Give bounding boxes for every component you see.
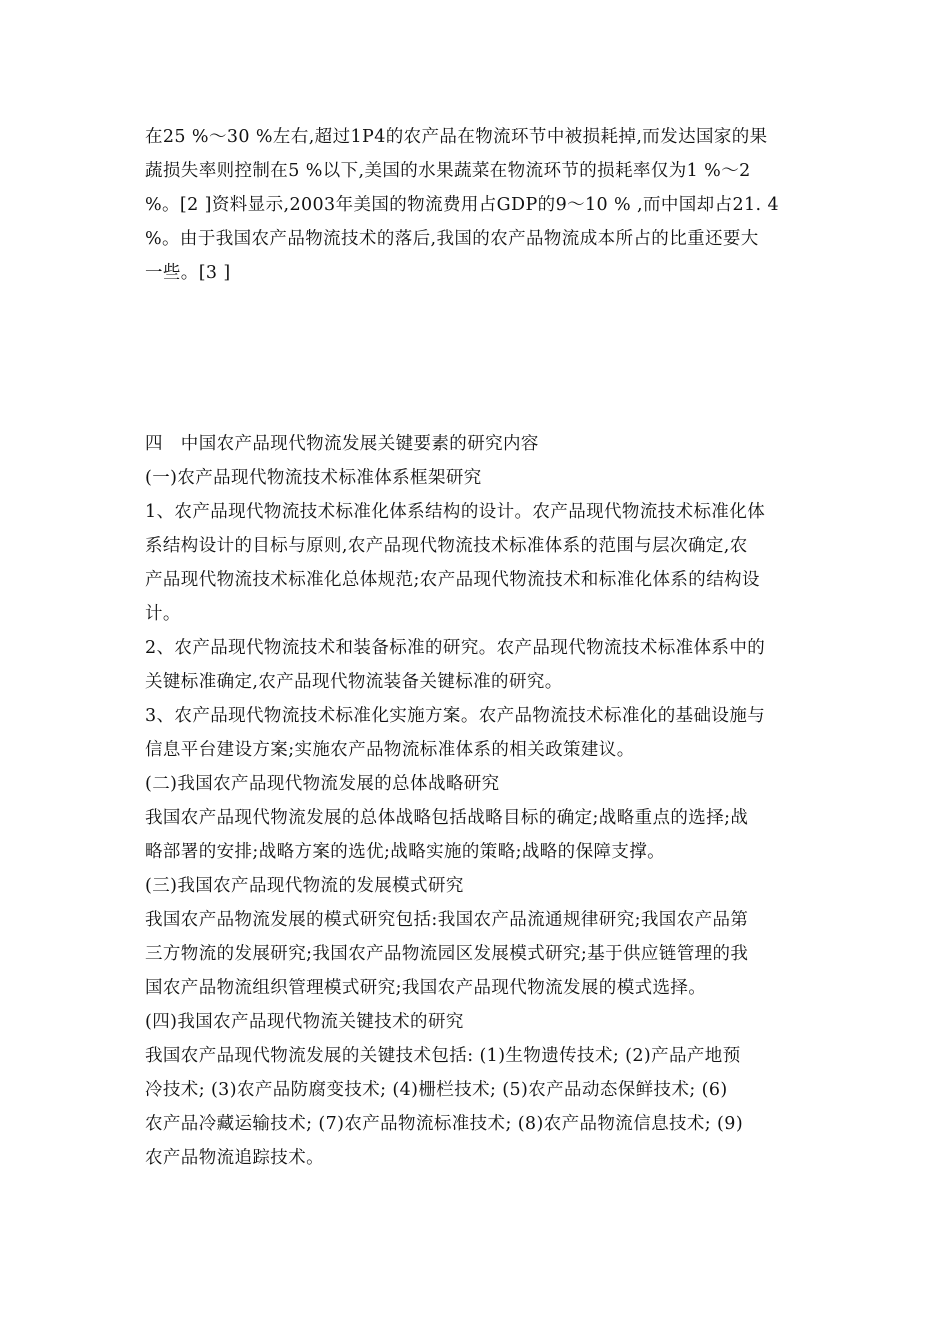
intro-line: %。由于我国农产品物流技术的落后,我国的农产品物流成本所占的比重还要大 bbox=[145, 229, 759, 249]
body-line: (三)我国农产品现代物流的发展模式研究 bbox=[145, 876, 464, 896]
intro-paragraph bbox=[145, 120, 815, 290]
body-line: 我国农产品物流发展的模式研究包括:我国农产品流通规律研究;我国农产品第 bbox=[145, 910, 749, 930]
body-line: (四)我国农产品现代物流关键技术的研究 bbox=[145, 1012, 464, 1032]
body-line: 2、农产品现代物流技术和装备标准的研究。农产品现代物流技术标准体系中的 bbox=[145, 638, 766, 658]
body-line: 产品现代物流技术标准化总体规范;农产品现代物流技术和标准化体系的结构设 bbox=[145, 570, 760, 590]
intro-line: %。[2 ]资料显示,2003年美国的物流费用占GDP的9～10 % ,而中国却占21. 4 bbox=[145, 195, 780, 215]
section-four bbox=[145, 427, 815, 1175]
body-line: 农产品冷藏运输技术; (7)农产品物流标准技术; (8)农产品物流信息技术; (9) bbox=[145, 1114, 744, 1134]
body-line: (一)农产品现代物流技术标准体系框架研究 bbox=[145, 468, 482, 488]
section-heading: 四 中国农产品现代物流发展关键要素的研究内容 bbox=[145, 434, 539, 454]
body-line: (二)我国农产品现代物流发展的总体战略研究 bbox=[145, 774, 500, 794]
body-line: 系结构设计的目标与原则,农产品现代物流技术标准体系的范围与层次确定,农 bbox=[145, 536, 748, 556]
body-line: 三方物流的发展研究;我国农产品物流园区发展模式研究;基于供应链管理的我 bbox=[145, 944, 749, 964]
body-line: 关键标准确定,农产品现代物流装备关键标准的研究。 bbox=[145, 672, 563, 692]
intro-line: 蔬损失率则控制在5 %以下,美国的水果蔬菜在物流环节的损耗率仅为1 %～2 bbox=[145, 161, 751, 181]
intro-line: 一些。[3 ] bbox=[145, 263, 231, 283]
intro-line: 在25 %～30 %左右,超过1P4的农产品在物流环节中被损耗掉,而发达国家的果 bbox=[145, 127, 768, 147]
body-line: 我国农产品现代物流发展的总体战略包括战略目标的确定;战略重点的选择;战 bbox=[145, 808, 749, 828]
body-line: 国农产品物流组织管理模式研究;我国农产品现代物流发展的模式选择。 bbox=[145, 978, 707, 998]
body-line: 3、农产品现代物流技术标准化实施方案。农产品物流技术标准化的基础设施与 bbox=[145, 706, 766, 726]
body-line: 信息平台建设方案;实施农产品物流标准体系的相关政策建议。 bbox=[145, 740, 635, 760]
body-line: 略部署的安排;战略方案的选优;战略实施的策略;战略的保障支撑。 bbox=[145, 842, 666, 862]
body-line: 我国农产品现代物流发展的关键技术包括: (1)生物遗传技术; (2)产品产地预 bbox=[145, 1046, 741, 1066]
body-line: 1、农产品现代物流技术标准化体系结构的设计。农产品现代物流技术标准化体 bbox=[145, 502, 766, 522]
body-line: 计。 bbox=[145, 604, 181, 624]
body-line: 冷技术; (3)农产品防腐变技术; (4)栅栏技术; (5)农产品动态保鲜技术; (6) bbox=[145, 1080, 728, 1100]
body-line: 农产品物流追踪技术。 bbox=[145, 1148, 324, 1168]
